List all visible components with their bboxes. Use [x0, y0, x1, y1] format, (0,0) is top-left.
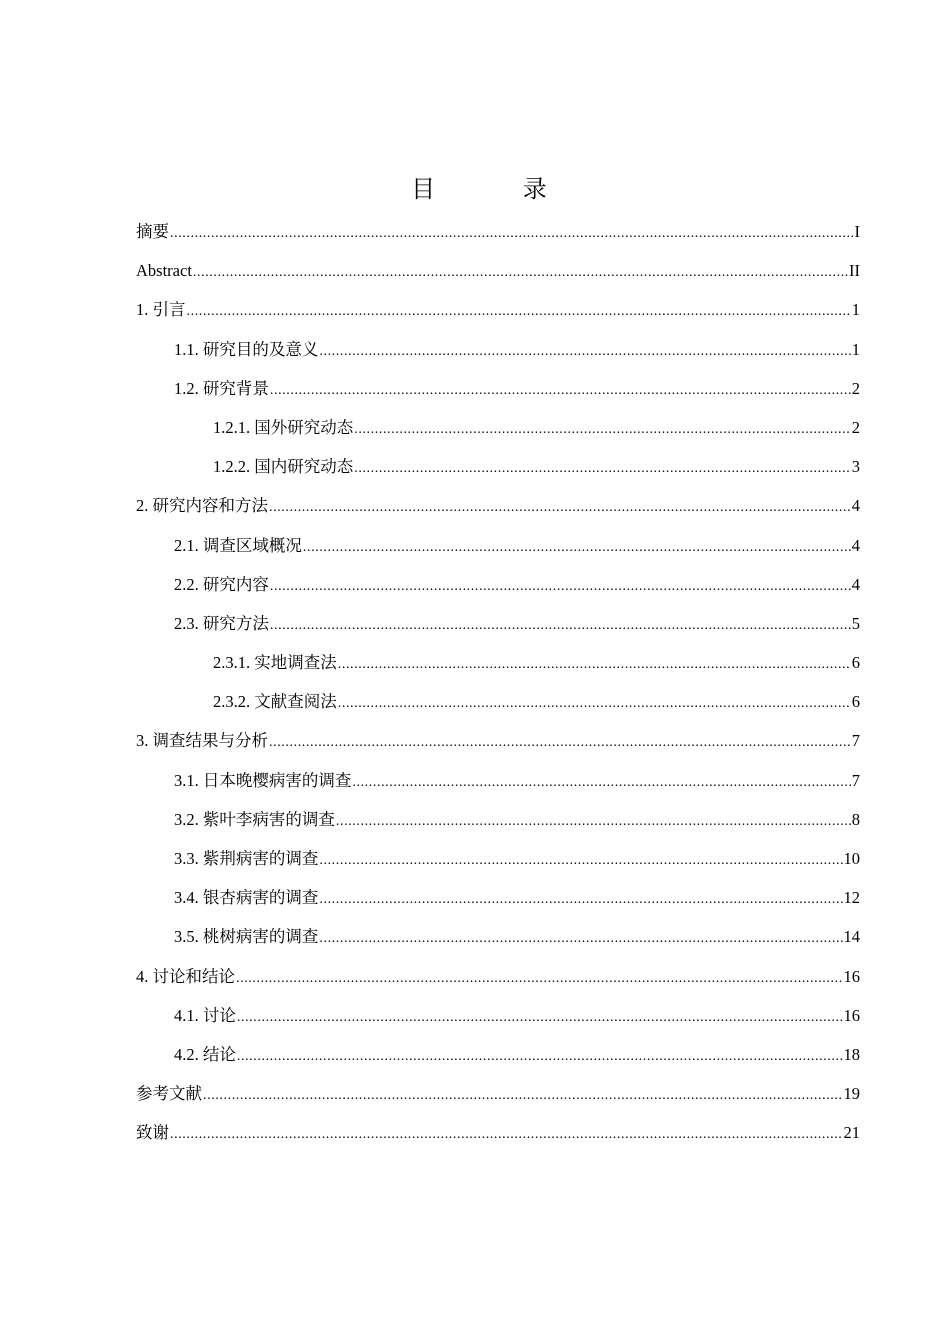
toc-entry-page-number: 14 [843, 927, 860, 947]
toc-entry[interactable] [136, 369, 860, 408]
toc-entry-label: Abstract [136, 261, 192, 281]
toc-entry-page-number: 16 [843, 1005, 860, 1025]
toc-entry[interactable] [136, 1035, 860, 1074]
toc-entry-page-number: 4 [851, 574, 860, 594]
toc-entry[interactable] [136, 878, 860, 917]
toc-entry[interactable] [136, 957, 860, 996]
toc-dot-leader [203, 1076, 843, 1115]
toc-entry[interactable] [136, 800, 860, 839]
toc-entry-label: 参考文献 [136, 1084, 202, 1104]
toc-entry[interactable] [136, 761, 860, 800]
toc-dot-leader [354, 449, 851, 488]
toc-entry-label: 4. 讨论和结论 [136, 966, 235, 986]
toc-entry-label: 2.3.2. 文献查阅法 [213, 692, 337, 712]
toc-entry[interactable] [136, 447, 860, 486]
toc-entry-label: 致谢 [136, 1123, 169, 1143]
toc-entry-page-number: 12 [843, 888, 860, 908]
toc-entry[interactable] [136, 996, 860, 1035]
toc-entry[interactable] [136, 526, 860, 565]
toc-entry-label: 2.2. 研究内容 [174, 574, 269, 594]
toc-dot-leader [319, 332, 850, 371]
toc-entry-label: 1.1. 研究目的及意义 [174, 339, 319, 359]
toc-entry-page-number: 16 [843, 966, 860, 986]
toc-entry-page-number: 18 [843, 1044, 860, 1064]
toc-entry-page-number: 1 [851, 339, 860, 359]
toc-entry-page-number: 3 [851, 457, 860, 477]
toc-dot-leader [338, 645, 851, 684]
toc-entry-page-number: I [854, 222, 860, 241]
toc-entry-page-number: 4 [851, 535, 860, 555]
toc-entry-label: 2.3. 研究方法 [174, 613, 269, 633]
toc-entry-label: 3.4. 银杏病害的调查 [174, 888, 319, 908]
toc-entry-page-number: 7 [851, 770, 860, 790]
toc-entry[interactable] [136, 290, 860, 329]
toc-dot-leader [269, 723, 851, 762]
toc-dot-leader [170, 214, 854, 253]
toc-entry[interactable] [136, 1074, 860, 1113]
toc-entry-page-number: 21 [843, 1123, 860, 1143]
toc-entry-page-number: 2 [851, 417, 860, 437]
toc-entry-page-number: 8 [851, 809, 860, 829]
toc-title: 目 录 [411, 175, 587, 203]
toc-entry-page-number: 4 [851, 496, 860, 516]
toc-entry-label: 1. 引言 [136, 300, 186, 320]
toc-entry[interactable] [136, 682, 860, 721]
toc-entry-label: 3. 调查结果与分析 [136, 731, 268, 751]
toc-entry-page-number: 5 [851, 613, 860, 633]
toc-dot-leader [354, 410, 851, 449]
toc-dot-leader [303, 528, 851, 567]
toc-entry[interactable] [136, 917, 860, 956]
toc-dot-leader [270, 371, 851, 410]
toc-dot-leader [270, 606, 851, 645]
toc-entry-label: 3.5. 桃树病害的调查 [174, 927, 319, 947]
toc-entry[interactable] [136, 565, 860, 604]
toc-dot-leader [187, 292, 851, 331]
toc-entry-label: 2. 研究内容和方法 [136, 496, 268, 516]
toc-dot-leader [319, 919, 842, 958]
toc-entry-page-number: 7 [851, 731, 860, 751]
toc-dot-leader [237, 1037, 843, 1076]
toc-entry[interactable] [136, 604, 860, 643]
toc-entry-page-number: 1 [851, 300, 860, 320]
toc-entry-page-number: 2 [851, 378, 860, 398]
toc-entry[interactable] [136, 330, 860, 369]
toc-dot-leader [237, 998, 843, 1037]
toc-dot-leader [193, 253, 848, 292]
toc-dot-leader [336, 802, 851, 841]
toc-dot-leader [352, 763, 850, 802]
toc-entry[interactable] [136, 1113, 860, 1152]
toc-dot-leader [269, 488, 851, 527]
toc-entry[interactable] [136, 486, 860, 525]
toc-entry[interactable] [136, 721, 860, 760]
toc-entry[interactable] [136, 251, 860, 290]
toc-entry-label: 4.2. 结论 [174, 1044, 236, 1064]
toc-entry[interactable] [136, 408, 860, 447]
toc-entry-label: 3.2. 紫叶李病害的调查 [174, 809, 335, 829]
toc-entry-page-number: II [849, 261, 860, 281]
toc-entry-label: 3.1. 日本晚樱病害的调查 [174, 770, 352, 790]
toc-entry[interactable] [136, 839, 860, 878]
toc-entry[interactable] [136, 643, 860, 682]
toc-entry-label: 1.2. 研究背景 [174, 378, 269, 398]
toc-entry[interactable] [136, 212, 860, 251]
toc-dot-leader [270, 567, 851, 606]
toc-list [136, 212, 860, 1153]
toc-entry-page-number: 19 [843, 1084, 860, 1104]
toc-dot-leader [236, 959, 843, 998]
toc-entry-label: 3.3. 紫荆病害的调查 [174, 849, 319, 868]
toc-entry-label: 2.3.1. 实地调查法 [213, 653, 337, 673]
toc-dot-leader [319, 880, 842, 919]
toc-entry-label: 1.2.2. 国内研究动态 [213, 457, 354, 477]
toc-entry-page-number: 10 [843, 849, 860, 868]
toc-entry-label: 2.1. 调查区域概况 [174, 535, 302, 555]
toc-entry-label: 4.1. 讨论 [174, 1005, 236, 1025]
toc-dot-leader [319, 841, 842, 880]
toc-entry-label: 1.2.1. 国外研究动态 [213, 417, 354, 437]
toc-entry-page-number: 6 [851, 692, 860, 712]
toc-entry-page-number: 6 [851, 653, 860, 673]
toc-entry-label: 摘要 [136, 222, 169, 241]
toc-dot-leader [338, 684, 851, 723]
toc-dot-leader [170, 1115, 843, 1154]
